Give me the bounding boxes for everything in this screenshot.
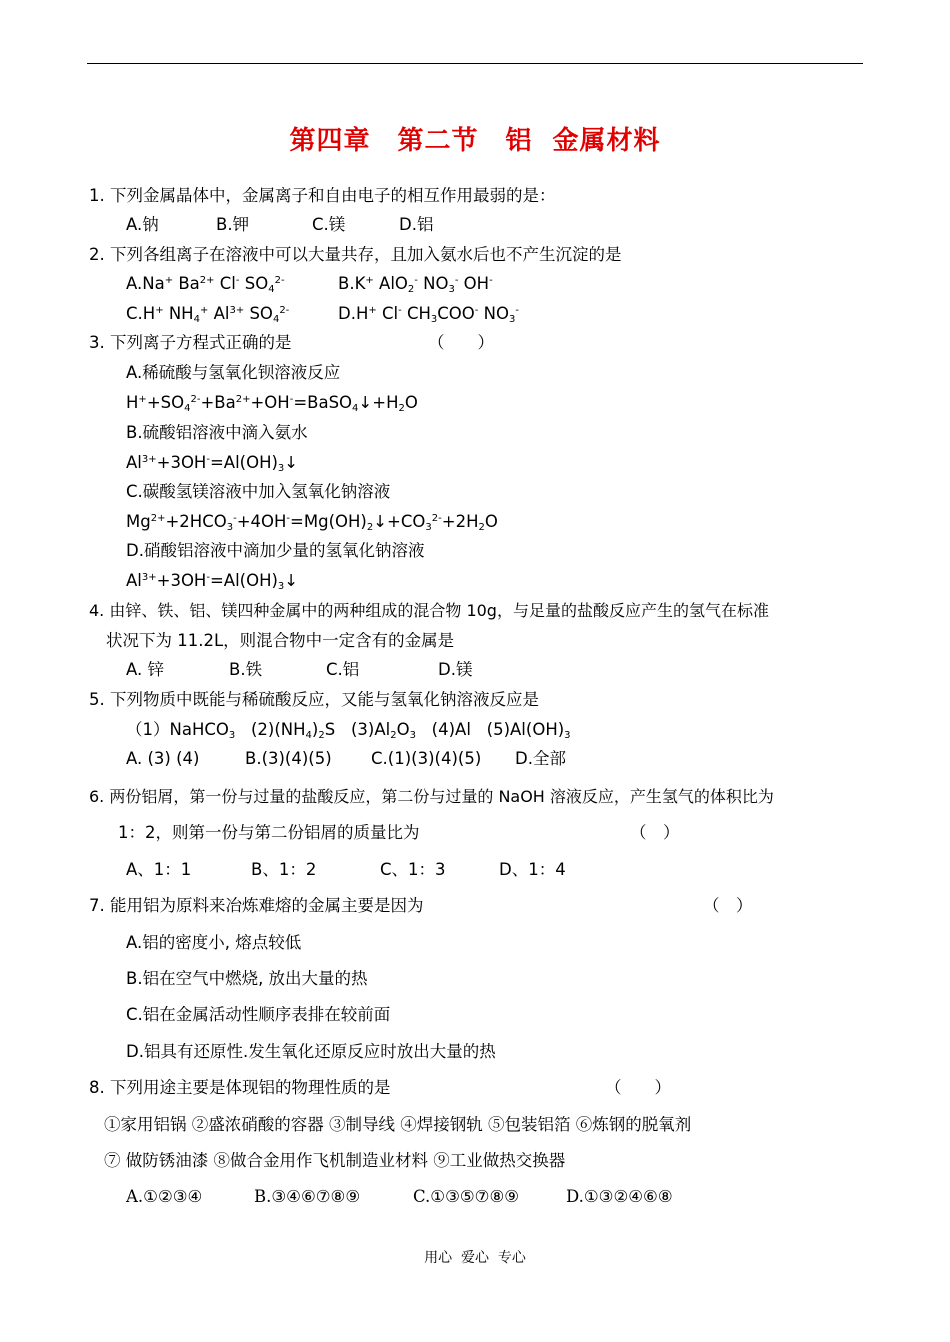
question-1-option-d: D.铝	[399, 215, 434, 234]
question-3-stem: 3. 下列离子方程式正确的是	[89, 333, 292, 352]
question-2-option-a: A.Na+ $Ba^{2+}$ Cl- $SO_4^{2-}$	[126, 274, 285, 295]
question-5-option-b: B.(3)(4)(5)	[245, 749, 332, 768]
question-5-stem: 5. 下列物质中既能与稀硫酸反应，又能与氢氧化钠溶液反应是	[89, 690, 539, 709]
question-8-option-a: A.①②③④	[126, 1187, 203, 1206]
question-4-option-b: B.铁	[229, 660, 263, 679]
question-6-option-c: C、1：3	[380, 860, 446, 879]
question-8-items-line2: ⑦ 做防锈油漆 ⑧做合金用作飞机制造业材料 ⑨工业做热交换器	[104, 1151, 566, 1170]
question-3-equation-c: $Mg^{2+}+2HCO_3^-+4OH^-=Mg(OH)_2↓+CO_3^{2-}+2H_2O$	[126, 512, 498, 533]
question-7-answer-paren: （ ）	[703, 896, 753, 915]
question-3-equation-d: $Al^{3+}+3OH^-=Al(OH)_3↓$	[126, 571, 299, 592]
question-1-option-c: C.镁	[312, 215, 346, 234]
question-6-answer-paren: （ ）	[630, 823, 680, 842]
question-6-option-d: D、1：4	[499, 860, 566, 879]
question-2-option-c: C.H+ $NH_4^+$ $Al^{3+}$ $SO_4^{2-}$	[126, 304, 290, 325]
question-2-option-b: B.K+ AlO$_2$- $NO_3^-$ OH-	[338, 274, 493, 295]
question-8-stem: 8. 下列用途主要是体现铝的物理性质的是	[89, 1078, 391, 1097]
question-5-option-a: A. (3) (4)	[126, 749, 200, 768]
question-3-option-b: B.硫酸铝溶液中滴入氨水	[126, 423, 308, 442]
question-3-option-d: D.硝酸铝溶液中滴加少量的氢氧化钠溶液	[126, 541, 425, 560]
question-2-option-d: D.H+ Cl- $CH_3COO^-$ $NO_3^-$	[338, 304, 519, 325]
question-7-option-c: C.铝在金属活动性顺序表排在较前面	[126, 1005, 391, 1024]
question-3-equation-a: $H^++SO_4^{2-}+Ba^{2+}+OH^-=BaSO_4↓+H_2O$	[126, 393, 418, 414]
question-7-option-b: B.铝在空气中燃烧, 放出大量的热	[126, 969, 368, 988]
question-8-answer-paren: （ ）	[605, 1078, 671, 1097]
question-3-option-c: C.碳酸氢镁溶液中加入氢氧化钠溶液	[126, 482, 391, 501]
question-8-option-b: B.③④⑥⑦⑧⑨	[254, 1187, 361, 1206]
question-6-stem-line1: 6. 两份铝屑，第一份与过量的盐酸反应，第二份与过量的 NaOH 溶液反应，产生氢气的体积比为	[89, 787, 774, 806]
question-4-stem-line2: 状况下为 11.2L，则混合物中一定含有的金属是	[106, 631, 455, 650]
question-4-option-a: A. 锌	[126, 660, 164, 679]
question-8-items-line1: ①家用铝锅 ②盛浓硝酸的容器 ③制导线 ④焊接钢轨 ⑤包装铝箔 ⑥炼钢的脱氧剂	[104, 1115, 692, 1134]
header-rule	[87, 63, 863, 64]
question-8-option-d: D.①③②④⑥⑧	[566, 1187, 673, 1206]
question-7-stem: 7. 能用铝为原料来冶炼难熔的金属主要是因为	[89, 896, 424, 915]
question-1-stem: 1. 下列金属晶体中，金属离子和自由电子的相互作用最弱的是：	[89, 186, 556, 205]
question-3-answer-paren: （ ）	[428, 333, 494, 352]
question-8-option-c: C.①③⑤⑦⑧⑨	[413, 1187, 520, 1206]
question-7-option-d: D.铝具有还原性.发生氧化还原反应时放出大量的热	[126, 1042, 496, 1061]
question-6-option-a: A、1：1	[126, 860, 192, 879]
page-footer: 用心 爱心 专心	[424, 1250, 526, 1266]
question-4-option-d: D.镁	[438, 660, 473, 679]
question-3-option-a: A.稀硫酸与氢氧化钡溶液反应	[126, 363, 341, 382]
question-1-option-b: B.钾	[216, 215, 250, 234]
page-title: 第四章 第二节 铝 金属材料	[289, 126, 661, 156]
question-3-equation-b: $Al^{3+}+3OH^-=Al(OH)_3↓$	[126, 453, 299, 474]
question-1-option-a: A.钠	[126, 215, 159, 234]
question-4-option-c: C.铝	[326, 660, 360, 679]
question-5-option-c: C.(1)(3)(4)(5)	[371, 749, 482, 768]
question-5-option-d: D.全部	[515, 749, 566, 768]
question-6-stem-line2: 1：2，则第一份与第二份铝屑的质量比为	[118, 823, 420, 842]
question-7-option-a: A.铝的密度小, 熔点较低	[126, 933, 302, 952]
question-5-items: （1）NaHCO$_3$ $(2)(NH_4)_2S$ $(3)Al_2O_3$ (4)Al $(5)Al(OH)_3$	[126, 720, 571, 741]
question-2-stem: 2. 下列各组离子在溶液中可以大量共存，且加入氨水后也不产生沉淀的是	[89, 245, 622, 264]
question-4-stem-line1: 4. 由锌、铁、铝、镁四种金属中的两种组成的混合物 10g，与足量的盐酸反应产生的氢气在标准	[89, 601, 769, 620]
question-6-option-b: B、1：2	[251, 860, 317, 879]
